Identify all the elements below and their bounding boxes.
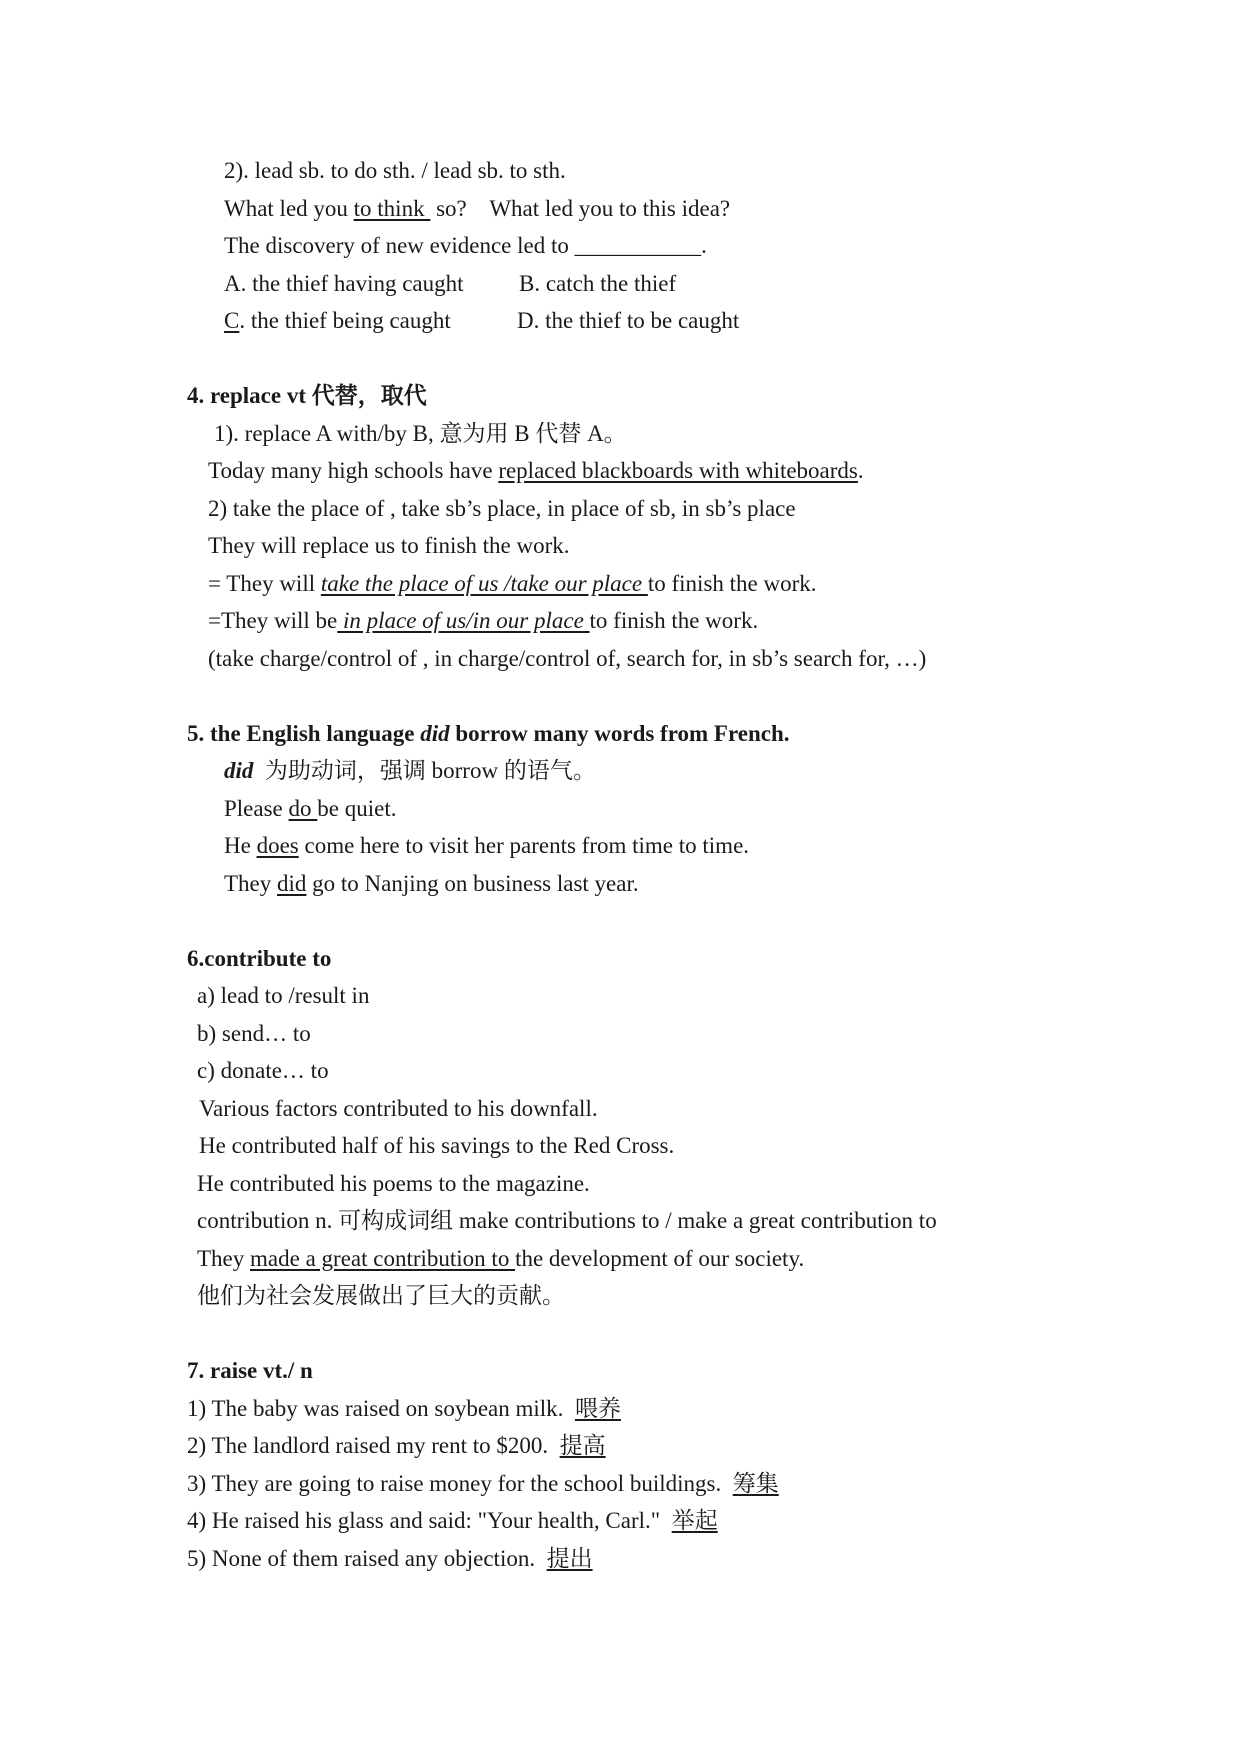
underlined-word: did xyxy=(277,871,307,896)
s5-line-1: did 为助动词，强调 borrow 的语气。 xyxy=(224,758,596,783)
s3-line-3: The discovery of new evidence led to ___________. xyxy=(224,233,707,258)
option-b: B. catch the thief xyxy=(519,271,677,296)
s4-line-7: (take charge/control of , in charge/control of, search for, in sb’s search for, …) xyxy=(208,646,927,671)
s4-line-2: Today many high schools have replaced blackboards with whiteboards. xyxy=(208,458,864,483)
underlined-word: do xyxy=(288,796,318,821)
s5-line-4: They did go to Nanjing on business last year. xyxy=(224,871,639,896)
s6-example-3: He contributed his poems to the magazine. xyxy=(197,1171,590,1196)
s6-meaning-c: c) donate… to xyxy=(197,1058,329,1083)
option-c: C. the thief being caught xyxy=(224,308,451,333)
s7-heading: 7. raise vt./ n xyxy=(187,1358,313,1383)
s6-example-4: They made a great contribution to the development of our society. xyxy=(197,1246,805,1271)
s5-line-3: He does come here to visit her parents from time to time. xyxy=(224,833,750,858)
s4-heading: 4. replace vt 代替，取代 xyxy=(187,383,427,408)
s5-line-2: Please do be quiet. xyxy=(224,796,397,821)
s3-line-1: 2). lead sb. to do sth. / lead sb. to sth. xyxy=(224,158,566,183)
s7-item: 3) They are going to raise money for the school buildings. 筹集 xyxy=(187,1471,779,1496)
s4-line-3: 2) take the place of , take sb’s place, in place of sb, in sb’s place xyxy=(208,496,796,521)
s6-note: contribution n. 可构成词组 make contributions to / make a great contribution to xyxy=(197,1208,937,1233)
chinese-gloss: 提高 xyxy=(559,1433,606,1458)
underlined-word: does xyxy=(256,833,299,858)
s6-meaning-b: b) send… to xyxy=(197,1021,311,1046)
s7-item: 4) He raised his glass and said: "Your health, Carl." 举起 xyxy=(187,1508,718,1533)
s5-heading: 5. the English language did borrow many words from French. xyxy=(187,721,790,746)
answer-letter: C xyxy=(224,308,240,333)
s6-example-2: He contributed half of his savings to the Red Cross. xyxy=(199,1133,675,1158)
s4-line-1: 1). replace A with/by B, 意为用 B 代替 A。 xyxy=(214,421,627,446)
chinese-gloss: 筹集 xyxy=(732,1471,779,1496)
option-d: D. the thief to be caught xyxy=(517,308,740,333)
chinese-gloss: 喂养 xyxy=(574,1396,621,1421)
s7-item: 5) None of them raised any objection. 提出 xyxy=(187,1546,593,1571)
underlined-phrase: replaced blackboards with whiteboards xyxy=(498,458,858,483)
s6-meaning-a: a) lead to /result in xyxy=(197,983,370,1008)
s7-item: 2) The landlord raised my rent to $200. 提高 xyxy=(187,1433,606,1458)
s4-line-6: =They will be in place of us/in our place to finish the work. xyxy=(208,608,759,633)
s7-item: 1) The baby was raised on soybean milk. 喂养 xyxy=(187,1396,621,1421)
s6-example-1: Various factors contributed to his downfall. xyxy=(199,1096,598,1121)
option-a: A. the thief having caught xyxy=(224,271,464,296)
s6-heading: 6.contribute to xyxy=(187,946,332,971)
underlined-phrase: made a great contribution to xyxy=(250,1246,516,1271)
chinese-gloss: 举起 xyxy=(671,1508,718,1533)
s6-translation: 他们为社会发展做出了巨大的贡献。 xyxy=(197,1283,565,1308)
underlined-italic-phrase: take the place of us /take our place xyxy=(320,571,648,596)
s4-line-5: = They will take the place of us /take our place to finish the work. xyxy=(208,571,817,596)
underlined-phrase: to think xyxy=(353,196,431,221)
underlined-italic-phrase: in place of us/in our place xyxy=(337,608,590,633)
s3-line-2: What led you to think so? What led you to this idea? xyxy=(224,196,731,221)
chinese-gloss: 提出 xyxy=(546,1546,593,1571)
s4-line-4: They will replace us to finish the work. xyxy=(208,533,570,558)
